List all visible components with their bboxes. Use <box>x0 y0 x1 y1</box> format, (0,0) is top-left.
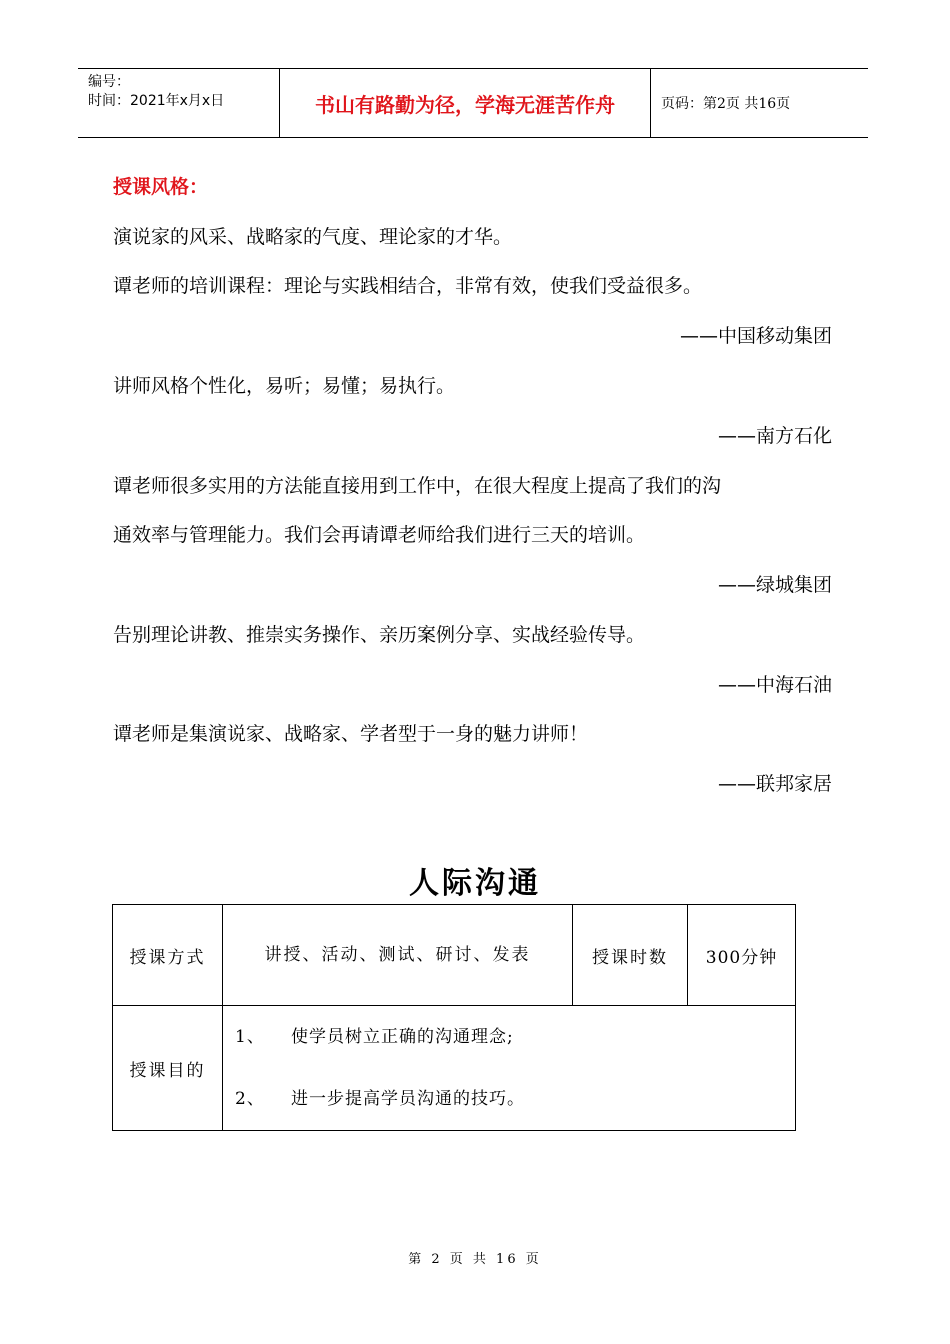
section-heading: 授课风格： <box>113 176 209 198</box>
hours-label: 授课时数 <box>573 905 688 1006</box>
serial-label: 编号： <box>88 74 130 90</box>
header-page-info: 页码：第2页 共16页 <box>661 96 791 112</box>
style-line: 通效率与管理能力。我们会再请谭老师给我们进行三天的培训。 <box>113 524 646 546</box>
style-line: 讲师风格个性化，易听；易懂；易执行。 <box>113 375 456 397</box>
page-header <box>78 68 868 138</box>
hours-value: 300分钟 <box>688 905 796 1006</box>
style-line: 谭老师的培训课程：理论与实践相结合，非常有效，使我们受益很多。 <box>113 275 703 297</box>
header-motto: 书山有路勤为径，学海无涯苦作舟 <box>280 69 651 137</box>
style-line: 谭老师很多实用的方法能直接用到工作中，在很大程度上提高了我们的沟 <box>113 475 722 497</box>
goal-list <box>223 1006 796 1131</box>
style-line: 告别理论讲教、推崇实务操作、亲历案例分享、实战经验传导。 <box>113 624 646 646</box>
list-item <box>235 1068 795 1130</box>
table-row <box>113 1006 796 1131</box>
attribution: ——中国移动集团 <box>679 325 832 347</box>
course-table <box>112 904 796 1131</box>
goal-label: 授课目的 <box>113 1006 223 1131</box>
attribution: ——中海石油 <box>717 674 832 696</box>
style-line: 谭老师是集演说家、战略家、学者型于一身的魅力讲师！ <box>113 723 589 745</box>
goal-number: 2、 <box>235 1089 265 1109</box>
goal-text: 使学员树立正确的沟通理念; <box>291 1027 514 1047</box>
attribution: ——绿城集团 <box>717 574 832 596</box>
method-value: 讲授、活动、测试、研讨、发表 <box>223 905 573 1006</box>
goal-number: 1、 <box>235 1027 265 1047</box>
header-meta <box>78 69 280 137</box>
method-label: 授课方式 <box>113 905 223 1006</box>
style-line: 演说家的风采、战略家的气度、理论家的才华。 <box>113 226 513 248</box>
goal-text: 进一步提高学员沟通的技巧。 <box>291 1089 525 1109</box>
course-title: 人际沟通 <box>409 866 541 901</box>
time-label: 时间：2021年x月x日 <box>88 93 225 109</box>
attribution: ——南方石化 <box>717 425 832 447</box>
page-footer: 第 2 页 共 16 页 <box>408 1252 542 1267</box>
attribution: ——联邦家居 <box>717 773 832 795</box>
table-row <box>113 905 796 1006</box>
list-item <box>235 1006 795 1068</box>
